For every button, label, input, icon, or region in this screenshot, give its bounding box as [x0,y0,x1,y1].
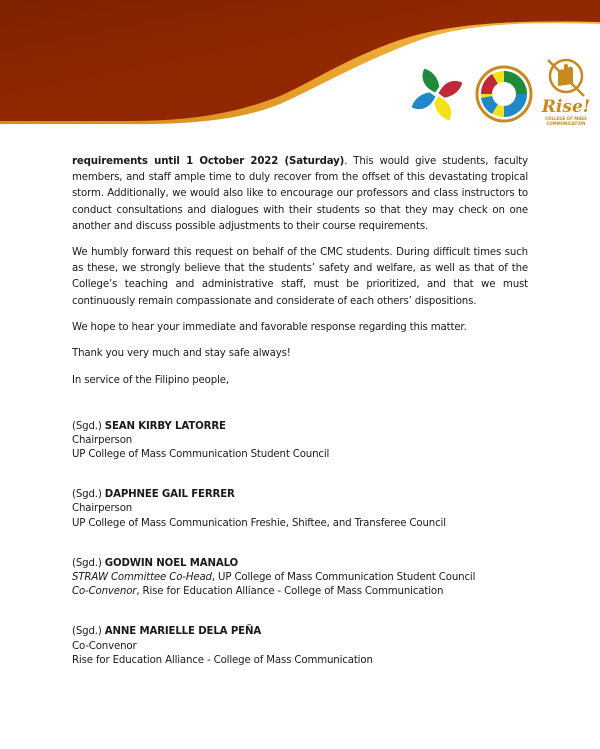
rise-wordmark: Rise! [541,97,591,117]
signatory-name-line [72,488,528,502]
rise-caption-line1: COLLEGE OF MASS [545,116,587,121]
signatory-title: Chairperson [72,434,133,446]
signatory-name-line [72,420,528,434]
closing-line: In service of the Filipino people, [72,375,229,387]
signatory-name-line [72,625,528,639]
signatory-role-italic: Co-Convenor [72,586,137,598]
letterhead-banner [0,0,600,135]
signatory-role-org: , Rise for Education Alliance - College of Mass Communication [136,586,444,598]
paragraph-thank-you: Thank you very much and stay safe always! [72,348,291,360]
signatory-title: Chairperson [72,503,133,515]
rise-logo [540,56,592,128]
paragraph-hope-response: We hope to hear your immediate and favorable response regarding this matter. [72,321,467,333]
signatory-name: SEAN KIRBY LATORRE [104,420,226,432]
signature-block [72,625,528,668]
sgd-prefix: (Sgd.) [72,420,105,432]
signatory-title [72,571,528,585]
signatory-name-line [72,557,528,571]
signatory-organization [72,585,528,599]
logo-group [400,56,600,126]
aperture-logo [474,62,534,124]
paragraph-humbly-forward: We humbly forward this request on behalf of the CMC students. During difficult times such as these, we strongly believe that the students’ safety and welfare, as well as that of the College’s teaching and administrative staff, must be prioritized, and that we must continuously remain compassionate and considerate of each others’ dispositions. [72,247,528,307]
signature-block [72,420,528,463]
rise-caption-line2: COMMUNICATION [546,121,586,126]
signatory-name: DAPHNEE GAIL FERRER [104,489,235,501]
signatory-title: Co-Convenor [72,640,137,652]
sgd-prefix: (Sgd.) [72,626,105,638]
sgd-prefix: (Sgd.) [72,489,105,501]
paragraph-deadline-request [72,154,528,235]
signatory-organization: UP College of Mass Communication Student Council [72,449,330,461]
signature-block [72,488,528,531]
pinwheel-logo [406,64,468,126]
sgd-prefix: (Sgd.) [72,557,105,569]
letter-body [72,154,528,694]
deadline-bold-lead: requirements until 1 October 2022 (Saturday) [72,156,345,167]
paragraph-deadline-rest: . This would give students, faculty members, and staff ample time to duly recover from the offset of this devastating tropical storm. Additionally, we would also like to encourage our professors and class instructors to conduct consultations and dialogues with their students so that they may check on one another and discuss possible adjustments to their course requirements. [72,156,528,232]
signatory-name: ANNE MARIELLE DELA PEÑA [104,626,262,638]
signatory-name: GODWIN NOEL MANALO [104,557,239,569]
signature-block [72,557,528,600]
signatory-organization: UP College of Mass Communication Freshie, Shiftee, and Transferee Council [72,517,446,529]
signatory-organization: Rise for Education Alliance - College of Mass Communication [72,654,373,666]
signatory-role-org: , UP College of Mass Communication Student Council [211,572,476,584]
signatory-role-italic: STRAW Committee Co-Head [72,572,212,584]
